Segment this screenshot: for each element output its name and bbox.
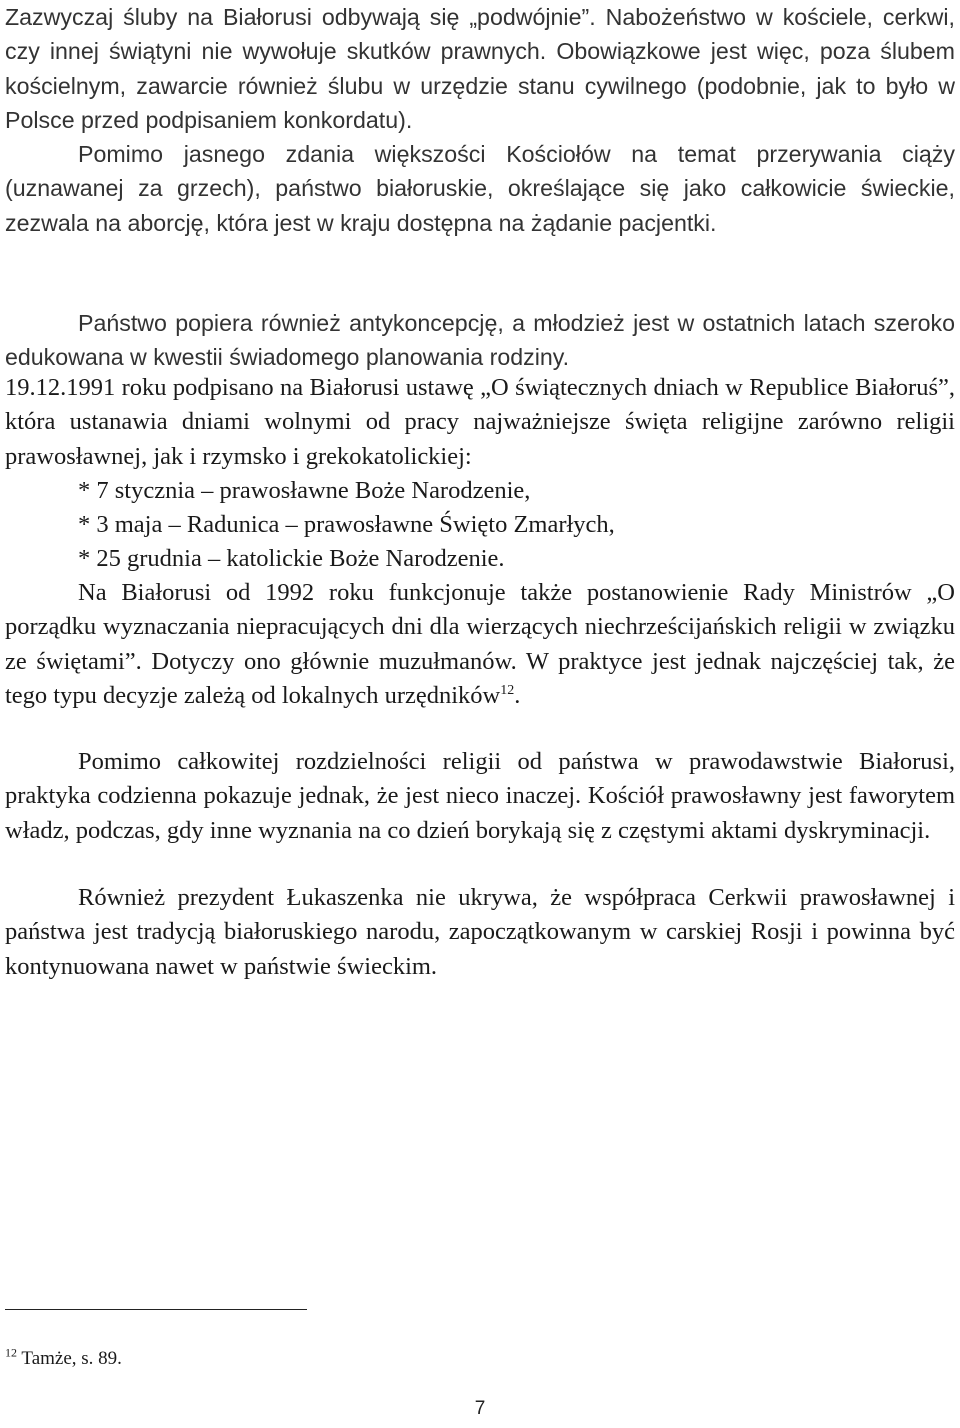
paragraph-lukashenko-text: Również prezydent Łukaszenka nie ukrywa, że współpraca Cerkwii prawosławnej i państwa jest tradycją białoruskiego narodu, zapoczątkowanym w carskiej Rosji i powinna być kontynuowana nawet w państwie świeckim. xyxy=(5,884,955,980)
paragraph-weddings-text: Zazwyczaj śluby na Białorusi odbywają się „podwójnie”. Nabożeństwo w kościele, cerkwi, czy innej świątyni nie wywołuje skutków prawnych. Obowiązkowe jest więc, poza ślubem kościelnym, zawarcie również ślubu w urzędzie stanu cywilnego (podobnie, jak to było w Polsce przed podpisaniem konkordatu). xyxy=(5,4,955,133)
paragraph-council-decree xyxy=(5,576,955,713)
paragraph-separation-text: Pomimo całkowitej rozdzielności religii od państwa w prawodawstwie Białorusi, praktyka codzienna pokazuje jednak, że jest nieco inaczej. Kościół prawosławny jest faworytem władz, podczas, gdy inne wyznania na co dzień borykają się z częstymi aktami dyskryminacji. xyxy=(5,748,955,844)
footnote-number: 12 xyxy=(5,1345,17,1360)
paragraph-council-decree-end: . xyxy=(514,681,521,709)
footnote-text: Tamże, s. 89. xyxy=(21,1348,122,1369)
paragraph-contraception-text: Państwo popiera również antykoncepcję, a młodzież jest w ostatnich latach szeroko edukowana w kwestii świadomego planowania rodziny. xyxy=(5,310,955,371)
paragraph-holiday-law xyxy=(5,371,955,474)
paragraph-abortion-text: Pomimo jasnego zdania większości Kościołów na temat przerywania ciąży (uznawanej za grzech), państwo białoruskie, określające się jako całkowicie świeckie, zezwala na aborcję, która jest w kraju dostępna na żądanie pacjentki. xyxy=(5,141,955,236)
footnote xyxy=(5,1347,122,1371)
page-number: 7 xyxy=(474,1398,486,1419)
paragraph-holiday-law-text: 19.12.1991 roku podpisano na Białorusi ustawę „O świątecznych dniach w Republice Białoruś”, która ustanawia dniami wolnymi od pracy najważniejsze święta religijne zarówno religii prawosławnej, jak i rzymsko i grekokatolickiej: xyxy=(5,374,955,470)
paragraph-lukashenko xyxy=(5,881,955,984)
footnote-reference[interactable]: 12 xyxy=(500,682,515,698)
footnote-separator xyxy=(5,1309,307,1310)
paragraph-contraception xyxy=(5,306,955,375)
paragraph-council-decree-text: Na Białorusi od 1992 roku funkcjonuje także postanowienie Rady Ministrów „O porządku wyznaczania niepracujących dni dla wierzących niechrześcijańskich religii w związku ze świętami”. Dotyczy ono głównie muzułmanów. W praktyce jest jednak najczęściej tak, że tego typu decyzje zależą od lokalnych urzędników xyxy=(5,579,955,709)
holiday-list-item-2: * 3 maja – Radunica – prawosławne Święto Zmarłych, xyxy=(78,511,615,538)
paragraph-weddings xyxy=(5,0,955,240)
holiday-list-item-3: * 25 grudnia – katolickie Boże Narodzenie. xyxy=(78,545,505,572)
paragraph-separation xyxy=(5,745,955,848)
holiday-list-item-1: * 7 stycznia – prawosławne Boże Narodzenie, xyxy=(78,477,531,504)
